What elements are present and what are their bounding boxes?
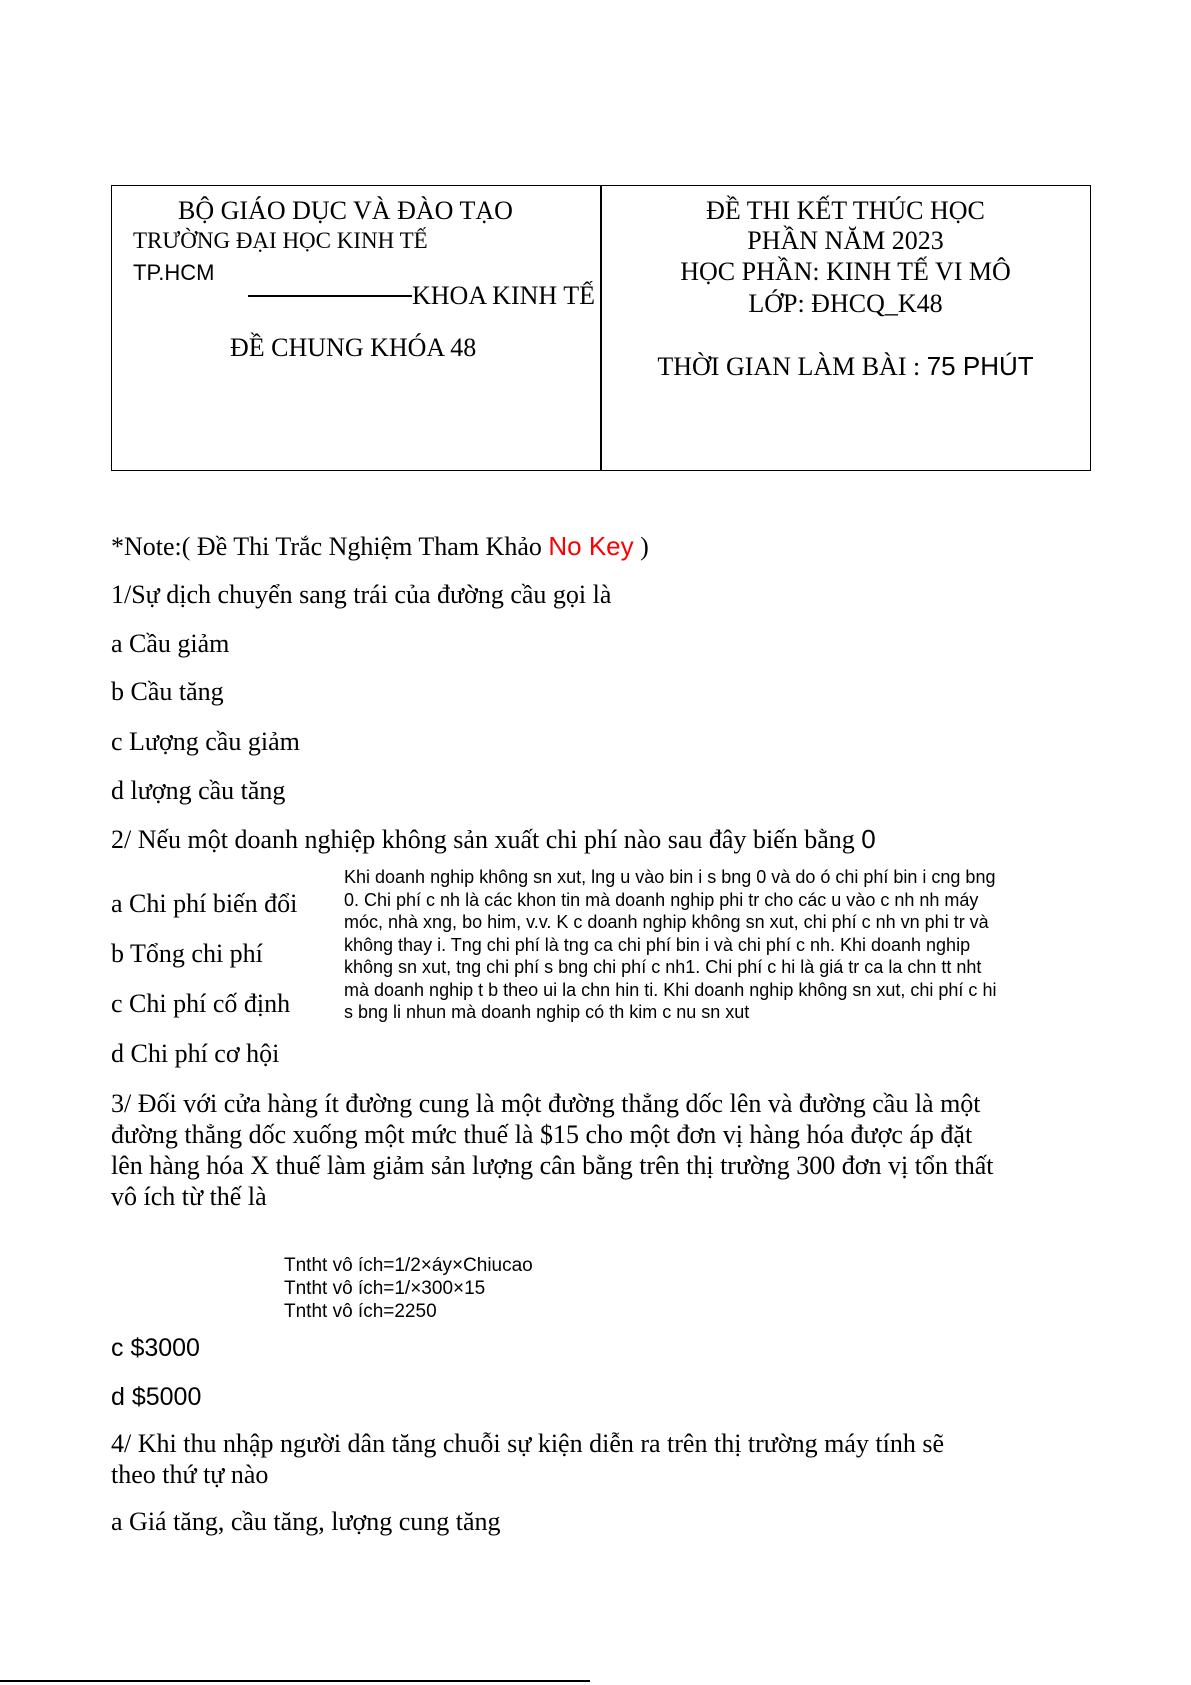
- q2-explanation-line: mà doanh nghip t b theo ui la chn hin ti. Khi doanh nghip không sn xut, chi phí c hi: [344, 979, 997, 1000]
- question-2-text: 2/ Nếu một doanh nghiệp không sản xuất chi phí nào sau đây biến bằng: [111, 825, 862, 854]
- q2-explanation-line: Khi doanh nghip không sn xut, lng u vào bin i s bng 0 và do ó chi phí bin i cng bng: [344, 867, 996, 887]
- q2-explanation-line: 0. Chi phí c nh là các khon tin mà doanh nghip phi tr cho các u vào c nh nh máy: [344, 889, 979, 910]
- q3-calc-line: Tntht vô ích=1/2×áy×Chiucao: [284, 1255, 533, 1276]
- ministry-name: BỘ GIÁO DỤC VÀ ĐÀO TẠO: [178, 196, 513, 225]
- q1-option-d: d lượng cầu tăng: [111, 776, 286, 805]
- q3-option-d: d $5000: [111, 1383, 202, 1411]
- question-3: [111, 1088, 993, 1212]
- footer-rule: [0, 1680, 590, 1682]
- note-prefix: *Note:( Đề Thi Trắc Nghiệm Tham Khảo: [111, 532, 549, 561]
- question-3-line: 3/ Đối với cửa hàng ít đường cung là một đường thẳng dốc lên và đường cầu là một: [111, 1089, 981, 1118]
- q1-option-b: b Cầu tăng: [111, 677, 224, 706]
- question-3-line: vô ích từ thế là: [111, 1182, 267, 1211]
- q2-explanation-line: s bng li nhun mà doanh nghip có th kim c nu sn xut: [344, 1002, 750, 1022]
- q3-calculation: [284, 1254, 533, 1323]
- note-suffix: ): [633, 532, 649, 561]
- q3-calc-line: Tntht vô ích=1/×300×15: [284, 1278, 486, 1299]
- common-exam-label: ĐỀ CHUNG KHÓA 48: [230, 333, 477, 362]
- question-3-line: lên hàng hóa X thuế làm giảm sản lượng cân bằng trên thị trường 300 đơn vị tổn thất: [111, 1151, 994, 1180]
- exam-title-line1: ĐỀ THI KẾT THÚC HỌC: [706, 196, 985, 225]
- course-name: HỌC PHẦN: KINH TẾ VI MÔ: [680, 257, 1011, 286]
- q3-calc-line: Tntht vô ích=2250: [284, 1301, 437, 1322]
- question-4-line: 4/ Khi thu nhập người dân tăng chuỗi sự kiện diễn ra trên thị trường máy tính sẽ: [111, 1429, 945, 1458]
- faculty-rule: [248, 295, 412, 297]
- q2-option-a: a Chi phí biến đổi: [111, 889, 298, 918]
- faculty-name: KHOA KINH TẾ: [412, 281, 595, 310]
- question-2: [111, 824, 876, 855]
- question-2-zero: 0: [861, 824, 876, 854]
- reference-note: [111, 531, 649, 562]
- q1-option-c: c Lượng cầu giảm: [111, 727, 300, 756]
- q2-explanation-line: không sn xut, tng chi phí s bng chi phí c nh1. Chi phí c hi là giá tr ca la chn tt nht: [344, 957, 982, 977]
- q2-explanation-line: móc, nhà xng, bo him, v.v. K c doanh nghip không sn xut, chi phí c nh vn phi tr và: [344, 912, 989, 932]
- q3-option-c: c $3000: [111, 1334, 200, 1362]
- q1-option-a: a Cầu giảm: [111, 629, 230, 658]
- question-1: 1/Sự dịch chuyển sang trái của đường cầu gọi là: [111, 580, 612, 609]
- question-3-line: đường thẳng dốc xuống một mức thuế là $15 cho một đơn vị hàng hóa được áp đặt: [111, 1120, 973, 1149]
- no-key-label: No Key: [548, 531, 634, 561]
- duration-label: THỜI GIAN LÀM BÀI :: [657, 352, 927, 381]
- q2-option-c: c Chi phí cố định: [111, 989, 291, 1018]
- q2-explanation: [344, 866, 996, 1024]
- question-4: [111, 1428, 944, 1490]
- q2-explanation-line: không thay i. Tng chi phí là tng ca chi phí bin i và chi phí c nh. Khi doanh nghip: [344, 934, 971, 955]
- question-4-line: theo thứ tự nào: [111, 1460, 269, 1489]
- exam-duration: [600, 351, 1091, 382]
- duration-value: 75 PHÚT: [926, 351, 1034, 381]
- university-city: TP.HCM: [133, 260, 215, 285]
- q2-option-b: b Tổng chi phí: [111, 939, 263, 968]
- exam-title-line2: PHẦN NĂM 2023: [747, 226, 944, 255]
- university-name: TRƯỜNG ĐẠI HỌC KINH TẾ: [133, 228, 428, 253]
- q2-option-d: d Chi phí cơ hội: [111, 1039, 280, 1068]
- class-name: LỚP: ĐHCQ_K48: [748, 289, 943, 318]
- q4-option-a: a Giá tăng, cầu tăng, lượng cung tăng: [111, 1507, 501, 1536]
